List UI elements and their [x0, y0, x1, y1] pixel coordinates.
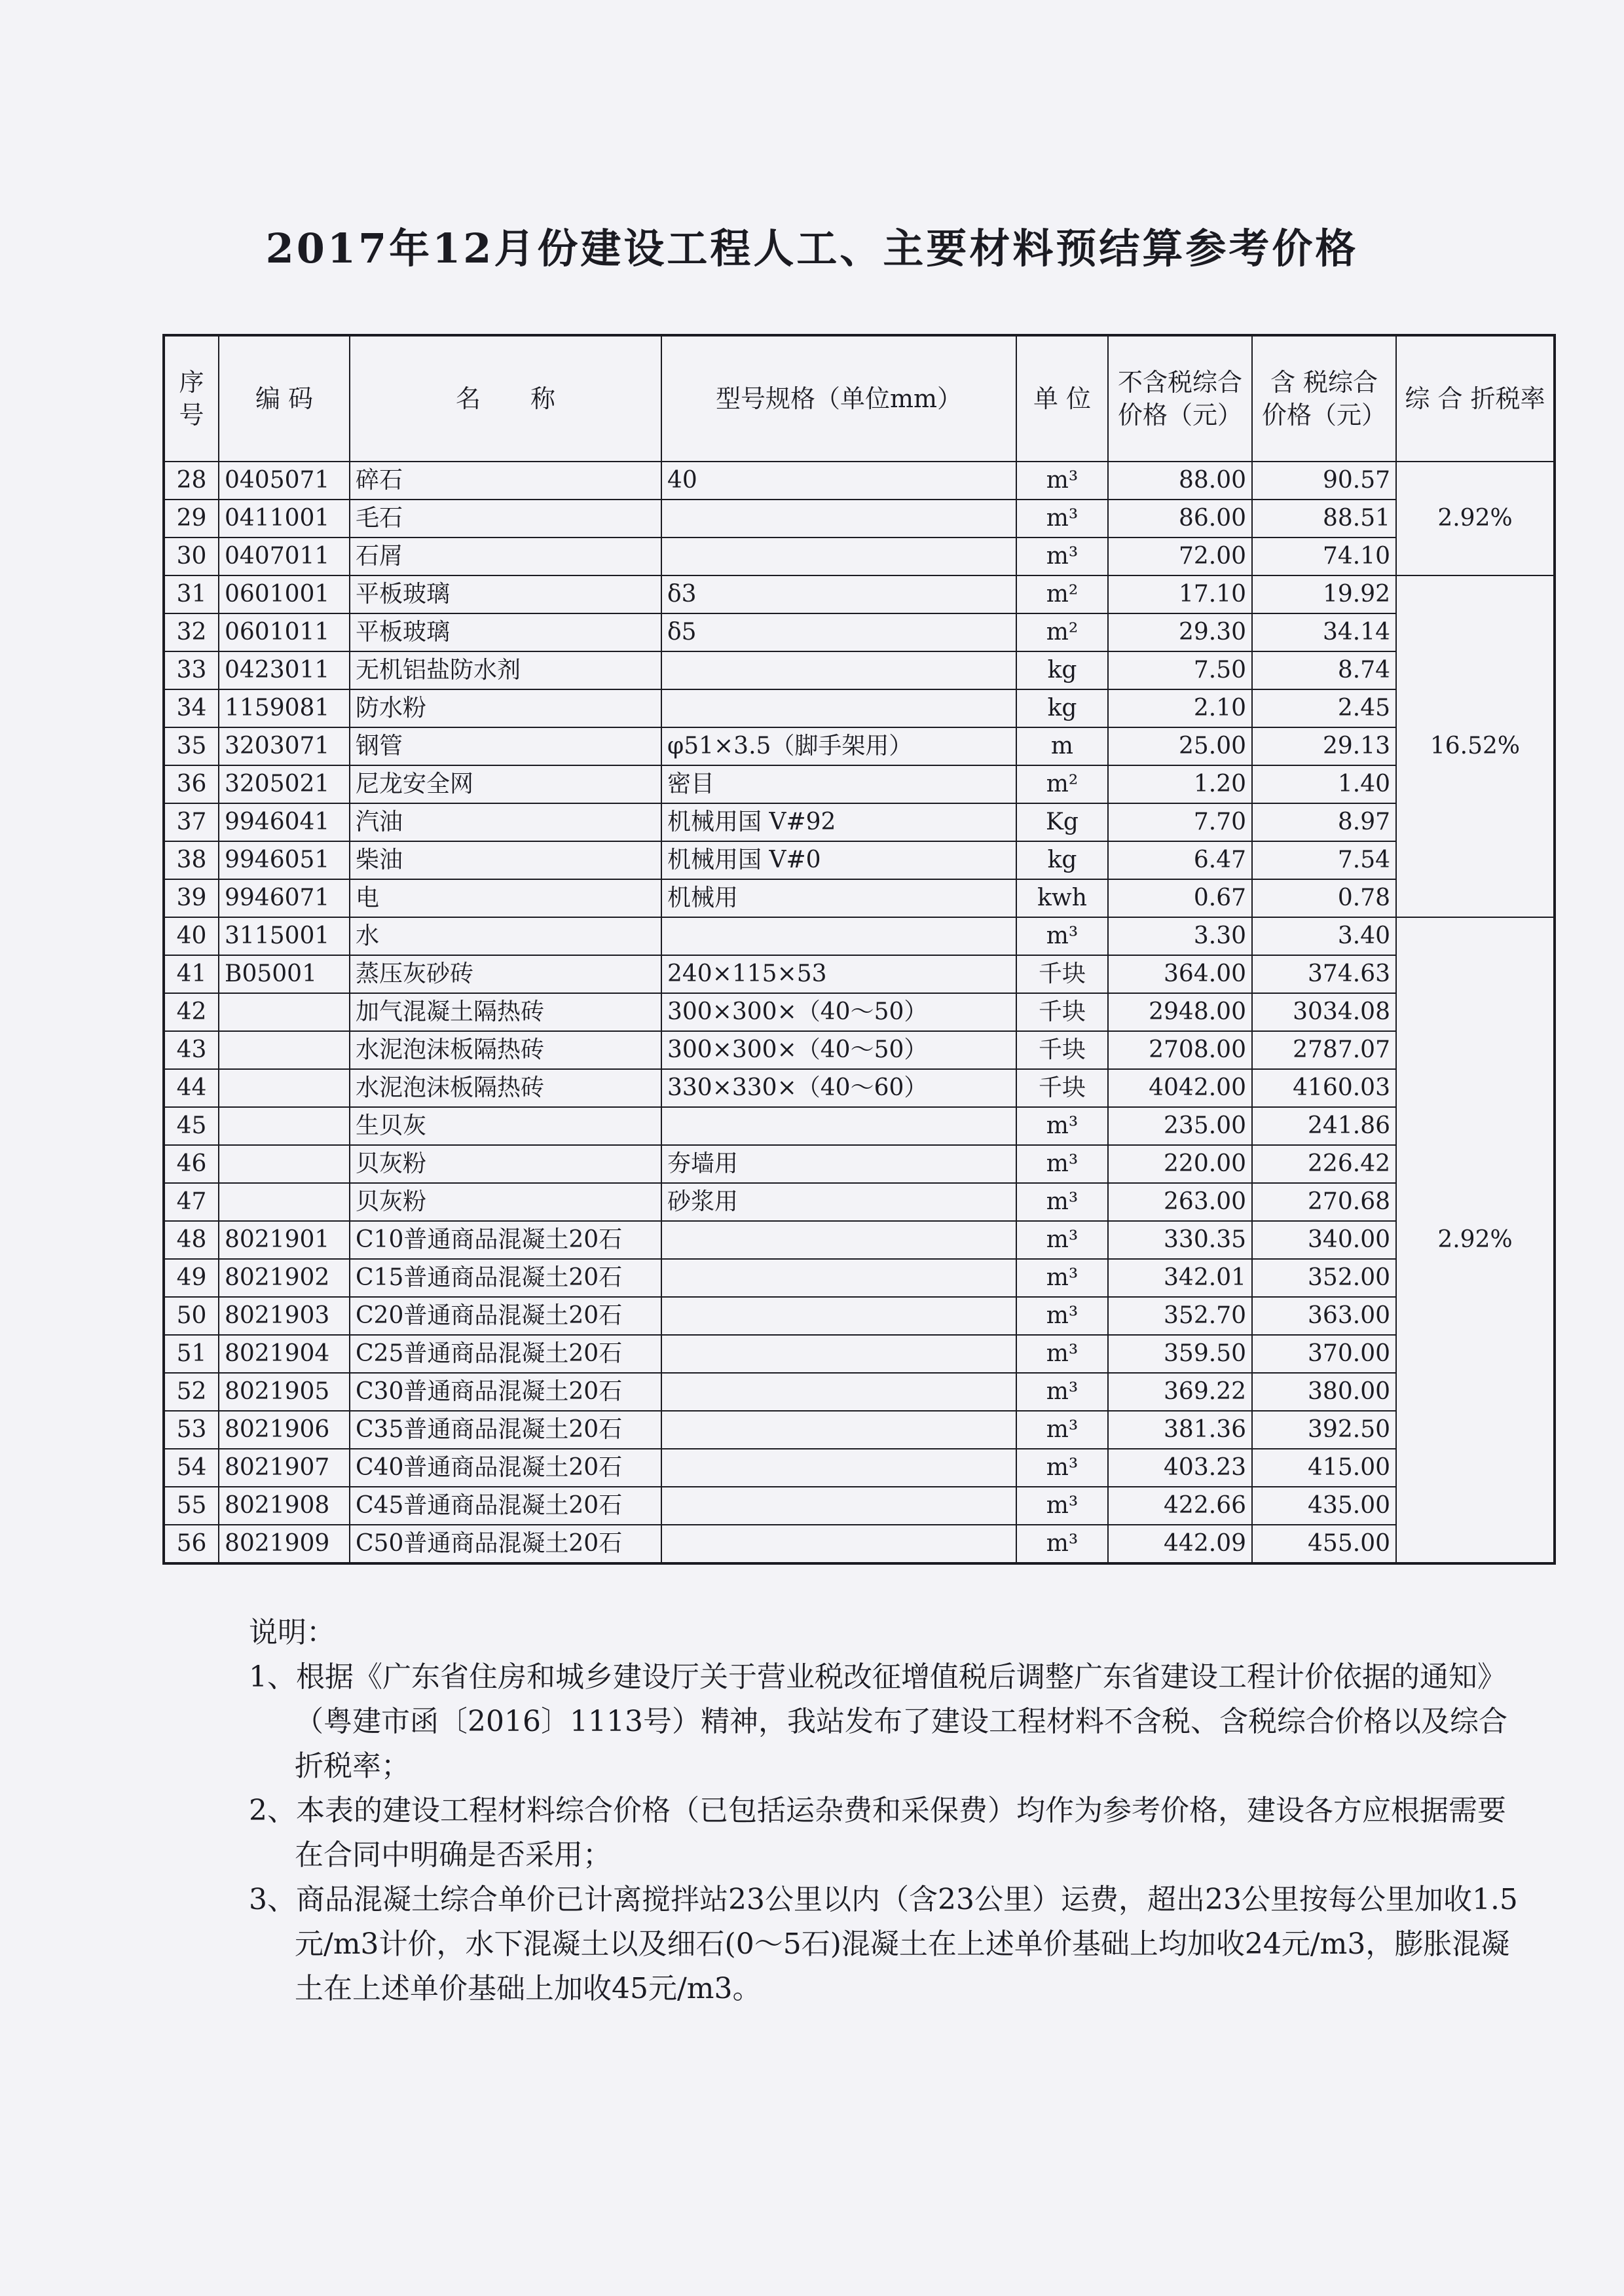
row-price-excl-tax: 17.10: [1108, 575, 1252, 613]
row-spec: 300×300×（40～50）: [661, 1031, 1016, 1069]
row-spec: [661, 1221, 1016, 1259]
row-code: [219, 1145, 350, 1183]
row-unit: m³: [1016, 1145, 1108, 1183]
row-code: 3203071: [219, 727, 350, 765]
row-unit: m³: [1016, 1259, 1108, 1297]
row-seq: 51: [164, 1335, 219, 1373]
row-spec: δ3: [661, 575, 1016, 613]
row-price-excl-tax: 72.00: [1108, 538, 1252, 575]
table-row: [164, 1221, 1555, 1259]
row-unit: 千块: [1016, 1069, 1108, 1107]
row-name: C50普通商品混凝土20石: [350, 1525, 661, 1563]
header-seq: 序号: [164, 335, 219, 462]
row-price-incl-tax: 1.40: [1252, 765, 1396, 803]
row-spec: [661, 651, 1016, 689]
row-price-excl-tax: 442.09: [1108, 1525, 1252, 1563]
row-code: [219, 1107, 350, 1145]
table-row: [164, 1259, 1555, 1297]
row-price-excl-tax: 7.70: [1108, 803, 1252, 841]
table-row: [164, 917, 1555, 955]
row-spec: [661, 1487, 1016, 1525]
table-row: [164, 1107, 1555, 1145]
row-name: 防水粉: [350, 689, 661, 727]
row-code: 9946041: [219, 803, 350, 841]
row-spec: 夯墙用: [661, 1145, 1016, 1183]
row-seq: 34: [164, 689, 219, 727]
header-price-excl-tax: 不含税综合价格（元）: [1108, 335, 1252, 462]
table-row: [164, 689, 1555, 727]
row-price-incl-tax: 340.00: [1252, 1221, 1396, 1259]
table-header-row: [164, 335, 1555, 462]
row-spec: [661, 1525, 1016, 1563]
row-name: 生贝灰: [350, 1107, 661, 1145]
row-seq: 40: [164, 917, 219, 955]
row-seq: 31: [164, 575, 219, 613]
row-spec: [661, 1107, 1016, 1145]
row-price-incl-tax: 2.45: [1252, 689, 1396, 727]
table-row: [164, 462, 1555, 500]
row-unit: m³: [1016, 1487, 1108, 1525]
row-spec: [661, 1335, 1016, 1373]
row-spec: φ51×3.5（脚手架用）: [661, 727, 1016, 765]
table-row: [164, 500, 1555, 538]
row-price-incl-tax: 19.92: [1252, 575, 1396, 613]
row-seq: 36: [164, 765, 219, 803]
row-unit: m³: [1016, 1449, 1108, 1487]
row-price-excl-tax: 220.00: [1108, 1145, 1252, 1183]
row-price-incl-tax: 363.00: [1252, 1297, 1396, 1335]
row-unit: m³: [1016, 1221, 1108, 1259]
row-spec: 机械用: [661, 879, 1016, 917]
row-price-excl-tax: 422.66: [1108, 1487, 1252, 1525]
row-name: 水泥泡沫板隔热砖: [350, 1069, 661, 1107]
table-row: [164, 765, 1555, 803]
row-code: 8021901: [219, 1221, 350, 1259]
notes-heading: 说明：: [249, 1616, 335, 1649]
row-price-excl-tax: 342.01: [1108, 1259, 1252, 1297]
row-name: 平板玻璃: [350, 575, 661, 613]
row-code: 8021909: [219, 1525, 350, 1563]
row-seq: 39: [164, 879, 219, 917]
row-code: 0411001: [219, 500, 350, 538]
row-name: C40普通商品混凝土20石: [350, 1449, 661, 1487]
row-unit: m³: [1016, 1107, 1108, 1145]
row-price-incl-tax: 3.40: [1252, 917, 1396, 955]
row-name: 贝灰粉: [350, 1145, 661, 1183]
table-row: [164, 1145, 1555, 1183]
row-unit: m³: [1016, 917, 1108, 955]
row-name: 尼龙安全网: [350, 765, 661, 803]
row-code: 9946051: [219, 841, 350, 879]
row-price-incl-tax: 7.54: [1252, 841, 1396, 879]
row-spec: 40: [661, 462, 1016, 500]
row-price-excl-tax: 381.36: [1108, 1411, 1252, 1449]
row-price-incl-tax: 74.10: [1252, 538, 1396, 575]
row-price-excl-tax: 25.00: [1108, 727, 1252, 765]
tax-rate-cell: 2.92%: [1396, 917, 1555, 1563]
row-price-incl-tax: 29.13: [1252, 727, 1396, 765]
row-code: B05001: [219, 955, 350, 993]
row-name: 石屑: [350, 538, 661, 575]
table-row: [164, 1487, 1555, 1525]
row-price-excl-tax: 6.47: [1108, 841, 1252, 879]
row-price-incl-tax: 8.97: [1252, 803, 1396, 841]
table-row: [164, 1335, 1555, 1373]
row-price-incl-tax: 2787.07: [1252, 1031, 1396, 1069]
row-code: 8021907: [219, 1449, 350, 1487]
table-row: [164, 879, 1555, 917]
row-price-excl-tax: 2708.00: [1108, 1031, 1252, 1069]
row-price-incl-tax: 4160.03: [1252, 1069, 1396, 1107]
row-code: 9946071: [219, 879, 350, 917]
row-name: C45普通商品混凝土20石: [350, 1487, 661, 1525]
row-price-excl-tax: 1.20: [1108, 765, 1252, 803]
row-unit: m²: [1016, 575, 1108, 613]
row-code: 8021905: [219, 1373, 350, 1411]
table-row: [164, 613, 1555, 651]
row-price-incl-tax: 374.63: [1252, 955, 1396, 993]
table-row: [164, 651, 1555, 689]
row-seq: 48: [164, 1221, 219, 1259]
row-unit: m²: [1016, 613, 1108, 651]
row-spec: δ5: [661, 613, 1016, 651]
row-spec: [661, 1373, 1016, 1411]
row-name: C20普通商品混凝土20石: [350, 1297, 661, 1335]
row-seq: 53: [164, 1411, 219, 1449]
row-price-incl-tax: 352.00: [1252, 1259, 1396, 1297]
row-price-incl-tax: 415.00: [1252, 1449, 1396, 1487]
row-unit: Kg: [1016, 803, 1108, 841]
row-seq: 28: [164, 462, 219, 500]
row-name: 毛石: [350, 500, 661, 538]
row-seq: 46: [164, 1145, 219, 1183]
tax-rate-cell: 2.92%: [1396, 462, 1555, 575]
row-price-excl-tax: 86.00: [1108, 500, 1252, 538]
table-row: [164, 993, 1555, 1031]
row-name: 柴油: [350, 841, 661, 879]
row-seq: 45: [164, 1107, 219, 1145]
row-spec: 密目: [661, 765, 1016, 803]
row-seq: 30: [164, 538, 219, 575]
row-price-excl-tax: 4042.00: [1108, 1069, 1252, 1107]
row-seq: 33: [164, 651, 219, 689]
row-price-excl-tax: 88.00: [1108, 462, 1252, 500]
row-price-excl-tax: 2.10: [1108, 689, 1252, 727]
row-name: 电: [350, 879, 661, 917]
row-code: 0423011: [219, 651, 350, 689]
row-spec: [661, 500, 1016, 538]
row-code: [219, 1183, 350, 1221]
row-seq: 37: [164, 803, 219, 841]
row-price-excl-tax: 0.67: [1108, 879, 1252, 917]
row-unit: m³: [1016, 1297, 1108, 1335]
row-price-excl-tax: 330.35: [1108, 1221, 1252, 1259]
table-row: [164, 803, 1555, 841]
row-unit: m: [1016, 727, 1108, 765]
row-name: C25普通商品混凝土20石: [350, 1335, 661, 1373]
table-row: [164, 1069, 1555, 1107]
row-seq: 49: [164, 1259, 219, 1297]
row-price-excl-tax: 235.00: [1108, 1107, 1252, 1145]
row-name: 加气混凝土隔热砖: [350, 993, 661, 1031]
row-price-incl-tax: 0.78: [1252, 879, 1396, 917]
row-spec: 240×115×53: [661, 955, 1016, 993]
row-name: 水: [350, 917, 661, 955]
row-spec: 300×300×（40～50）: [661, 993, 1016, 1031]
note-item: 2、本表的建设工程材料综合价格（已包括运杂费和采保费）均作为参考价格，建设各方应根据需要在合同中明确是否采用；: [249, 1794, 1506, 1872]
table-row: [164, 538, 1555, 575]
row-seq: 42: [164, 993, 219, 1031]
row-spec: 机械用国 V#92: [661, 803, 1016, 841]
table-body: [164, 462, 1555, 1563]
row-code: [219, 993, 350, 1031]
row-price-excl-tax: 403.23: [1108, 1449, 1252, 1487]
row-price-excl-tax: 352.70: [1108, 1297, 1252, 1335]
row-unit: 千块: [1016, 993, 1108, 1031]
row-unit: m³: [1016, 1335, 1108, 1373]
header-code: 编 码: [219, 335, 350, 462]
row-spec: 砂浆用: [661, 1183, 1016, 1221]
row-price-excl-tax: 364.00: [1108, 955, 1252, 993]
table-row: [164, 1373, 1555, 1411]
table-row: [164, 727, 1555, 765]
tax-rate-cell: 16.52%: [1396, 575, 1555, 917]
row-unit: kg: [1016, 841, 1108, 879]
row-price-excl-tax: 2948.00: [1108, 993, 1252, 1031]
row-code: 0601001: [219, 575, 350, 613]
row-code: 8021903: [219, 1297, 350, 1335]
table-row: [164, 1525, 1555, 1563]
row-code: [219, 1069, 350, 1107]
row-spec: [661, 1449, 1016, 1487]
row-price-incl-tax: 370.00: [1252, 1335, 1396, 1373]
row-price-excl-tax: 7.50: [1108, 651, 1252, 689]
row-price-incl-tax: 435.00: [1252, 1487, 1396, 1525]
row-spec: [661, 1297, 1016, 1335]
row-code: 0407011: [219, 538, 350, 575]
row-name: 汽油: [350, 803, 661, 841]
row-code: 8021908: [219, 1487, 350, 1525]
row-unit: m³: [1016, 1411, 1108, 1449]
row-name: 碎石: [350, 462, 661, 500]
row-code: 1159081: [219, 689, 350, 727]
row-seq: 35: [164, 727, 219, 765]
row-code: [219, 1031, 350, 1069]
row-code: 0405071: [219, 462, 350, 500]
row-code: 8021904: [219, 1335, 350, 1373]
header-name: 名 称: [350, 335, 661, 462]
row-price-incl-tax: 3034.08: [1252, 993, 1396, 1031]
note-item: 1、根据《广东省住房和城乡建设厅关于营业税改征增值税后调整广东省建设工程计价依据的通知》（粤建市函〔2016〕1113号）精神，我站发布了建设工程材料不含税、含税综合价格以及综合折税率；: [249, 1660, 1507, 1783]
row-unit: kg: [1016, 689, 1108, 727]
table-row: [164, 841, 1555, 879]
table-row: [164, 575, 1555, 613]
row-name: C30普通商品混凝土20石: [350, 1373, 661, 1411]
row-seq: 56: [164, 1525, 219, 1563]
row-unit: kwh: [1016, 879, 1108, 917]
header-spec: 型号规格（单位mm）: [661, 335, 1016, 462]
row-price-excl-tax: 359.50: [1108, 1335, 1252, 1373]
row-price-excl-tax: 3.30: [1108, 917, 1252, 955]
row-name: 平板玻璃: [350, 613, 661, 651]
row-name: 贝灰粉: [350, 1183, 661, 1221]
row-unit: m³: [1016, 462, 1108, 500]
row-unit: m³: [1016, 1183, 1108, 1221]
table-row: [164, 1183, 1555, 1221]
note-item: 3、商品混凝土综合单价已计离搅拌站23公里以内（含23公里）运费，超出23公里按每公里加收1.5元/m3计价，水下混凝土以及细石(0～5石)混凝土在上述单价基础上均加收24元/m3，膨胀混凝土在上述单价基础上加收45元/m3。: [249, 1883, 1518, 2005]
row-seq: 54: [164, 1449, 219, 1487]
row-unit: 千块: [1016, 955, 1108, 993]
row-price-incl-tax: 88.51: [1252, 500, 1396, 538]
row-price-incl-tax: 270.68: [1252, 1183, 1396, 1221]
row-spec: [661, 1259, 1016, 1297]
row-unit: 千块: [1016, 1031, 1108, 1069]
row-spec: [661, 1411, 1016, 1449]
row-code: 3115001: [219, 917, 350, 955]
row-unit: m³: [1016, 500, 1108, 538]
row-unit: m³: [1016, 1373, 1108, 1411]
row-unit: m³: [1016, 538, 1108, 575]
row-code: 0601011: [219, 613, 350, 651]
row-spec: [661, 689, 1016, 727]
row-name: 钢管: [350, 727, 661, 765]
header-price-incl-tax: 含 税综合价格（元）: [1252, 335, 1396, 462]
row-seq: 43: [164, 1031, 219, 1069]
table-row: [164, 955, 1555, 993]
row-name: 水泥泡沫板隔热砖: [350, 1031, 661, 1069]
price-table: [162, 334, 1556, 1565]
table-row: [164, 1031, 1555, 1069]
row-seq: 41: [164, 955, 219, 993]
row-price-incl-tax: 90.57: [1252, 462, 1396, 500]
row-name: 无机铝盐防水剂: [350, 651, 661, 689]
row-unit: m³: [1016, 1525, 1108, 1563]
row-spec: 330×330×（40～60）: [661, 1069, 1016, 1107]
row-seq: 29: [164, 500, 219, 538]
row-seq: 44: [164, 1069, 219, 1107]
row-seq: 50: [164, 1297, 219, 1335]
row-spec: 机械用国 V#0: [661, 841, 1016, 879]
row-name: C15普通商品混凝土20石: [350, 1259, 661, 1297]
row-price-incl-tax: 455.00: [1252, 1525, 1396, 1563]
row-code: 8021906: [219, 1411, 350, 1449]
row-name: 蒸压灰砂砖: [350, 955, 661, 993]
row-price-incl-tax: 392.50: [1252, 1411, 1396, 1449]
page-title: 2017年12月份建设工程人工、主要材料预结算参考价格: [265, 225, 1359, 272]
row-spec: [661, 538, 1016, 575]
row-name: C35普通商品混凝土20石: [350, 1411, 661, 1449]
row-price-excl-tax: 369.22: [1108, 1373, 1252, 1411]
table-row: [164, 1411, 1555, 1449]
row-code: 8021902: [219, 1259, 350, 1297]
row-seq: 38: [164, 841, 219, 879]
row-seq: 52: [164, 1373, 219, 1411]
row-price-incl-tax: 241.86: [1252, 1107, 1396, 1145]
header-unit: 单 位: [1016, 335, 1108, 462]
row-name: C10普通商品混凝土20石: [350, 1221, 661, 1259]
row-unit: kg: [1016, 651, 1108, 689]
row-seq: 32: [164, 613, 219, 651]
row-price-incl-tax: 380.00: [1252, 1373, 1396, 1411]
row-price-incl-tax: 8.74: [1252, 651, 1396, 689]
table-row: [164, 1449, 1555, 1487]
row-code: 3205021: [219, 765, 350, 803]
table-row: [164, 1297, 1555, 1335]
row-seq: 55: [164, 1487, 219, 1525]
row-price-incl-tax: 226.42: [1252, 1145, 1396, 1183]
row-price-incl-tax: 34.14: [1252, 613, 1396, 651]
row-spec: [661, 917, 1016, 955]
row-unit: m²: [1016, 765, 1108, 803]
header-tax-rate: 综 合 折税率: [1396, 335, 1555, 462]
row-price-excl-tax: 29.30: [1108, 613, 1252, 651]
row-price-excl-tax: 263.00: [1108, 1183, 1252, 1221]
notes-section: [249, 1611, 1532, 2011]
row-seq: 47: [164, 1183, 219, 1221]
